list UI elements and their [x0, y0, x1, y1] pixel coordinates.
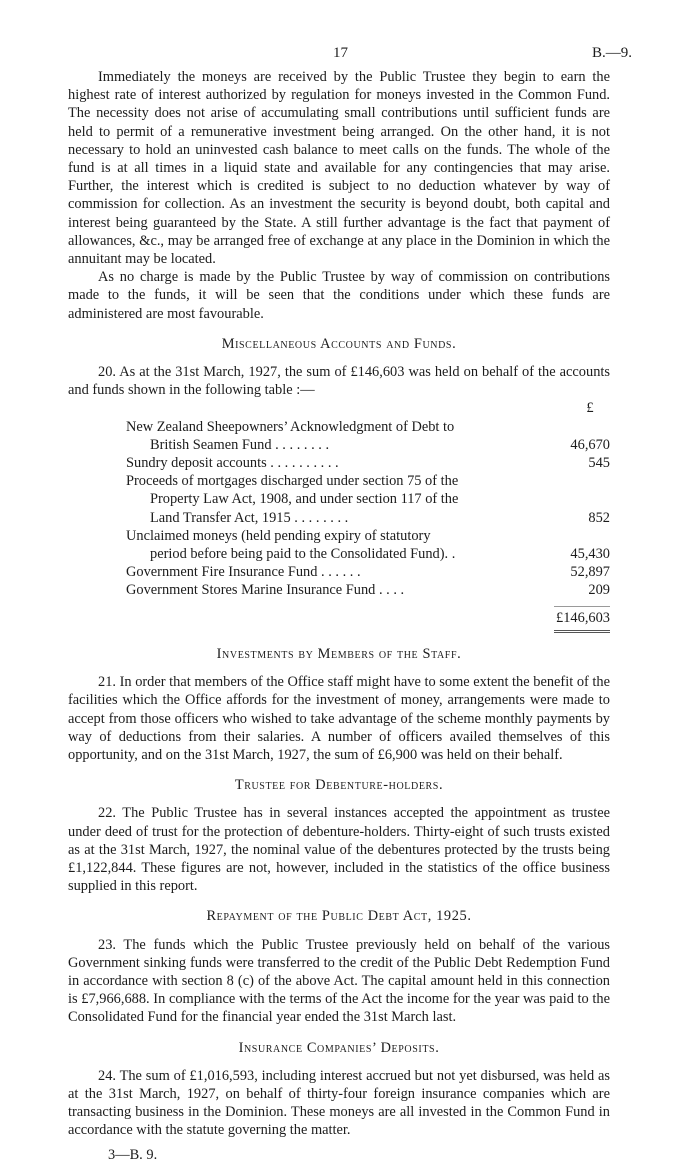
- intro-paragraph-1: Immediately the moneys are received by the Public Trustee they begin to earn the highest rate of interest authorized by regulation for moneys invested in the Common Fund. The necessity does not arise of accumulating small contributions until sufficient funds are held to permit of a remunerative investment being arranged. On the other hand, it is not necessary to hold an uninvested cash balance to meet calls on the funds. The whole of the fund is at all times in a liquid state and available for any contingencies that may arise. Further, the interest which is credited is subject to no deduction whatever by way of commission for collection. As an investment the security is beyond doubt, both capital and interest being guaranteed by the State. A still further advantage is the fact that payment of allowances, &c., may be arranged free of exchange at any place in the Dominion in which the annuitant may be located.: [68, 69, 610, 268]
- currency-symbol: £: [586, 400, 594, 417]
- row-description-cont: Land Transfer Act, 1915 . . . . . . . .: [150, 509, 349, 526]
- section-heading-miscellaneous: Miscellaneous Accounts and Funds.: [221, 335, 457, 352]
- table-row: [126, 472, 610, 527]
- report-reference: B.—9.: [591, 45, 632, 61]
- table-total: £146,603: [556, 609, 610, 626]
- table-row: [126, 418, 610, 454]
- table-row: [126, 581, 610, 599]
- row-description: Proceeds of mortgages discharged under section 75 of the: [126, 473, 459, 490]
- table-row: [126, 454, 610, 472]
- table-row: [126, 527, 610, 563]
- intro-paragraph-2: As no charge is made by the Public Trustee by way of commission on contributions made to the funds, it will be seen that the conditions under which these funds are administered are most favourable.: [68, 269, 610, 322]
- row-amount: 545: [588, 455, 610, 472]
- page-body: [68, 68, 610, 1164]
- row-amount: 52,897: [570, 564, 610, 581]
- accounts-table: [126, 399, 610, 632]
- row-description-cont: period before being paid to the Consolidated Fund). .: [150, 546, 456, 563]
- page-number: 17: [333, 45, 348, 61]
- page-signature: 3—B. 9.: [108, 1146, 158, 1163]
- row-description: Sundry deposit accounts . . . . . . . . . .: [126, 455, 339, 472]
- total-rule: [554, 606, 610, 607]
- row-amount: 209: [588, 582, 610, 599]
- row-description: New Zealand Sheepowners’ Acknowledgment of Debt to: [126, 418, 455, 435]
- total-double-rule: [554, 630, 610, 633]
- section-heading-insurance: Insurance Companies’ Deposits.: [238, 1039, 440, 1056]
- row-amount: 46,670: [570, 436, 610, 453]
- section-heading-debenture: Trustee for Debenture-holders.: [234, 777, 444, 794]
- table-row-currency: [126, 399, 610, 417]
- row-amount: 852: [588, 509, 610, 526]
- row-description: Unclaimed moneys (held pending expiry of statutory: [126, 527, 431, 544]
- paragraph-21: 21. In order that members of the Office staff might have to some extent the benefit of the facilities which the Office affords for the investment of money, arrangements were made to accept from those officers who wished to take advantage of the scheme monthly payments by way of deductions from their salaries. A number of officers availed themselves of this opportunity, and on the 31st March, 1927, the sum of £6,900 was held on their behalf.: [68, 674, 610, 763]
- paragraph-23: 23. The funds which the Public Trustee previously held on behalf of the various Government sinking funds were transferred to the credit of the Public Debt Redemption Fund in accordance with section 8 (c) of the above Act. The capital amount held in this connection is £7,966,688. In compliance with the terms of the Act the income for the year was paid to the Consolidated Fund for the financial year ended the 31st March last.: [68, 936, 610, 1026]
- paragraph-22: 22. The Public Trustee has in several instances accepted the appointment as trustee under deed of trust for the protection of debenture-holders. Thirty-eight of such trusts existed as at the 31st March, 1927, the nominal value of the debentures protected by the trusts being £1,122,844. These figures are not, however, included in the statistics of the office business supplied in this report.: [68, 805, 610, 895]
- section-heading-repayment: Repayment of the Public Debt Act, 1925.: [206, 908, 472, 925]
- paragraph-24: 24. The sum of £1,016,593, including interest accrued but not yet disbursed, was held as at the 31st March, 1927, on behalf of thirty-four foreign insurance companies which are transacting business in the Dominion. These moneys are all invested in the Common Fund in accordance with the statute governing the matter.: [68, 1067, 610, 1139]
- row-description-cont: Property Law Act, 1908, and under section 117 of the: [150, 491, 459, 508]
- row-description: Government Fire Insurance Fund . . . . . .: [126, 564, 361, 581]
- section-heading-staff: Investments by Members of the Staff.: [216, 645, 462, 662]
- table-row: [126, 563, 610, 581]
- row-description-cont: British Seamen Fund . . . . . . . .: [150, 436, 330, 453]
- paragraph-20: 20. As at the 31st March, 1927, the sum of £146,603 was held on behalf of the accounts and funds shown in the following table :—: [68, 364, 610, 399]
- row-amount: 45,430: [570, 546, 610, 563]
- row-description: Government Stores Marine Insurance Fund . . . .: [126, 582, 405, 599]
